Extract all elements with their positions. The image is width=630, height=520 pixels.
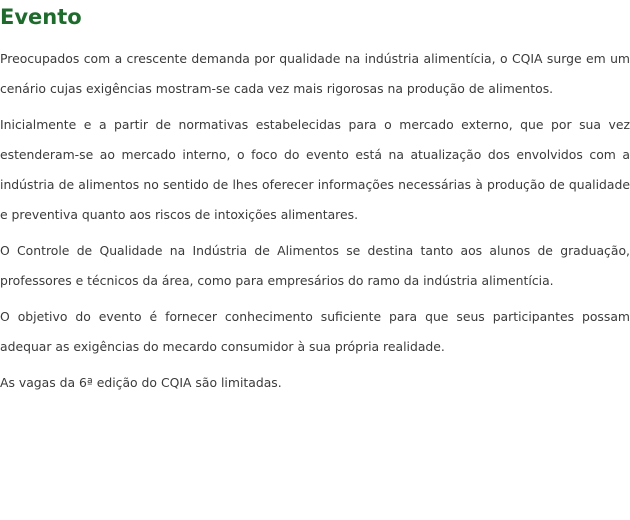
paragraph-objective: O objetivo do evento é fornecer conhecimento suficiente para que seus participantes possam adequar as exigências do mecardo consumidor à sua própria realidade. [0, 309, 630, 354]
page-title: Evento [0, 5, 82, 29]
paragraph-vacancies: As vagas da 6ª edição do CQIA são limitadas. [0, 375, 282, 390]
paragraph-focus: Inicialmente e a partir de normativas estabelecidas para o mercado externo, que por sua vez estenderam-se ao mercado interno, o foco do evento está na atualização dos envolvidos com a indústria de alimentos no sentido de lhes oferecer informações necessárias à produção de qualidade e preventiva quanto aos riscos de intoxições alimentares. [0, 117, 630, 222]
paragraph-intro: Preocupados com a crescente demanda por qualidade na indústria alimentícia, o CQIA surge em um cenário cujas exigências mostram-se cada vez mais rigorosas na produção de alimentos. [0, 51, 630, 96]
paragraph-audience: O Controle de Qualidade na Indústria de Alimentos se destina tanto aos alunos de graduação, professores e técnicos da área, como para empresários do ramo da indústria alimentícia. [0, 243, 630, 288]
